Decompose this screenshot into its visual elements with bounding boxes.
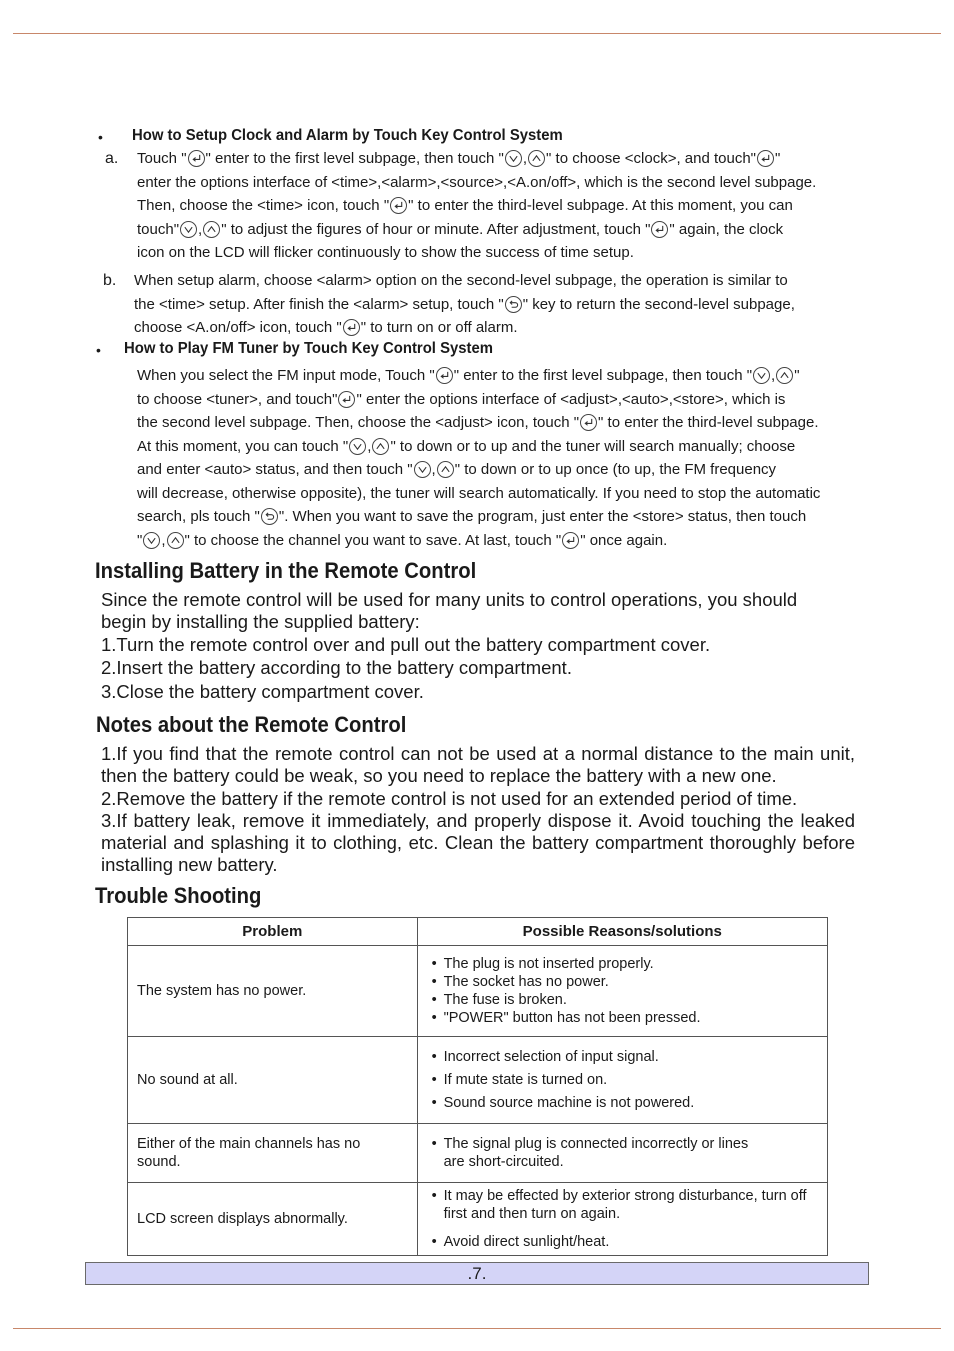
- text-line: the second level subpage. Then, choose the <adjust> icon, touch " " to enter the third-level subpage.: [137, 414, 819, 431]
- text-line: Then, choose the <time> icon, touch " " to enter the third-level subpage. At this moment, you can: [137, 197, 793, 214]
- text-line: will decrease, otherwise opposite), the tuner will search automatically. If you need to stop the automatic: [137, 484, 821, 502]
- footer-rule: [13, 1328, 941, 1329]
- problem-cell: The system has no power.: [128, 946, 418, 1037]
- page-number: .7.: [467, 1264, 487, 1283]
- battery-intro-line-2: begin by installing the supplied battery:: [101, 611, 420, 633]
- battery-intro-line-1: Since the remote control will be used for many units to control operations, you should: [101, 589, 798, 610]
- text-line: search, pls touch " ". When you want to save the program, just enter the <store> status, then touch: [137, 508, 807, 525]
- enter-key-icon: [562, 532, 579, 549]
- enter-key-icon: [390, 197, 407, 214]
- solution-item: • The plug is not inserted properly.: [432, 955, 827, 973]
- up-arrow-icon: [776, 367, 793, 384]
- solution-item: • It may be effected by exterior strong disturbance, turn off first and then turn on again.: [432, 1187, 807, 1223]
- enter-key-icon: [580, 414, 597, 431]
- note-item-2: 2.Remove the battery if the remote control is not used for an extended period of time.: [101, 787, 798, 809]
- table-row: [128, 1183, 828, 1256]
- battery-step-2: 2.Insert the battery according to the battery compartment.: [101, 656, 572, 678]
- text-line: When setup alarm, choose <alarm> option on the second-level subpage, the operation is similar to: [134, 272, 788, 289]
- problem-cell: LCD screen displays abnormally.: [128, 1183, 418, 1256]
- step-b-marker: b.: [103, 272, 117, 289]
- note-item-1: 1.If you find that the remote control can not be used at a normal distance to the main unit, then the battery could be weak, so you need to replace the battery with a new one.: [101, 743, 855, 787]
- table-header-row: [128, 918, 828, 946]
- solution-item: • Incorrect selection of input signal.: [432, 1046, 827, 1069]
- up-arrow-icon: [167, 532, 184, 549]
- solution-item: • The fuse is broken.: [432, 991, 827, 1009]
- table-row: [128, 1037, 828, 1124]
- enter-key-icon: [651, 221, 668, 238]
- enter-key-icon: [343, 319, 360, 336]
- step-b-text: [134, 269, 864, 340]
- text-line: " , " to choose the channel you want to save. At last, touch " " once again.: [137, 531, 668, 549]
- up-arrow-icon: [203, 221, 220, 238]
- notes-heading: Notes about the Remote Control: [96, 712, 407, 737]
- down-arrow-icon: [349, 438, 366, 455]
- text-line: touch" , " to adjust the figures of hour or minute. After adjustment, touch " " again, the clock: [137, 220, 784, 238]
- battery-heading: Installing Battery in the Remote Control: [95, 558, 477, 583]
- down-arrow-icon: [414, 461, 431, 478]
- enter-key-icon: [757, 150, 774, 167]
- return-key-icon: [261, 508, 278, 525]
- step-a-marker: a.: [105, 150, 119, 167]
- solution-item: • Avoid direct sunlight/heat.: [432, 1233, 807, 1251]
- bullet: •: [96, 342, 101, 358]
- battery-step-1: 1.Turn the remote control over and pull out the battery compartment cover.: [101, 633, 711, 655]
- problem-column-header: Problem: [128, 918, 418, 946]
- solution-item: • If mute state is turned on.: [432, 1069, 827, 1092]
- down-arrow-icon: [180, 221, 197, 238]
- text-line: When you select the FM input mode, Touch " " enter to the first level subpage, then touch " , ": [137, 367, 800, 384]
- note-item-3: 3.If battery leak, remove it immediately, and properly dispose it. Avoid touching the leaked material and splashing it to clothing, etc. Clean the battery compartment thoroughly before installing new battery.: [101, 809, 855, 876]
- text-line: choose <A.on/off> icon, touch " " to turn on or off alarm.: [134, 319, 518, 336]
- page-number-bar: [85, 1262, 869, 1285]
- up-arrow-icon: [437, 461, 454, 478]
- fm-tuner-heading: How to Play FM Tuner by Touch Key Control System: [124, 340, 494, 357]
- problem-cell: No sound at all.: [128, 1037, 418, 1124]
- trouble-heading: Trouble Shooting: [95, 883, 262, 908]
- text-line: the <time> setup. After finish the <alarm> setup, touch " " key to return the second-level subpage,: [134, 295, 795, 313]
- solution-cell: [417, 1124, 827, 1183]
- notes-text: [101, 743, 855, 877]
- fm-tuner-text: [137, 364, 888, 552]
- enter-key-icon: [188, 150, 205, 167]
- text-line: enter the options interface of <time>,<alarm>,<source>,<A.on/off>, which is the second level subpage.: [137, 173, 817, 191]
- solution-item: • "POWER" button has not been pressed.: [432, 1009, 827, 1027]
- solution-item: • The socket has no power.: [432, 973, 827, 991]
- table-row: [128, 946, 828, 1037]
- text-line: to choose <tuner>, and touch" " enter the options interface of <adjust>,<auto>,<store>, which is: [137, 390, 786, 408]
- down-arrow-icon: [753, 367, 770, 384]
- return-key-icon: [505, 296, 522, 313]
- text-line: At this moment, you can touch " , " to down or to up and the tuner will search manually; choose: [137, 437, 796, 455]
- text-line: Touch " " enter to the first level subpage, then touch " , " to choose <clock>, and touch" ": [137, 150, 781, 167]
- clock-alarm-heading: How to Setup Clock and Alarm by Touch Key Control System: [132, 127, 563, 144]
- solution-column-header: Possible Reasons/solutions: [417, 918, 827, 946]
- bullet: •: [98, 129, 103, 145]
- problem-cell: Either of the main channels has no sound.: [128, 1124, 418, 1183]
- up-arrow-icon: [528, 150, 545, 167]
- up-arrow-icon: [372, 438, 389, 455]
- text-line: icon on the LCD will flicker continuously to show the success of time setup.: [137, 244, 634, 261]
- header-rule: [13, 33, 941, 34]
- battery-text: [101, 589, 861, 703]
- enter-key-icon: [338, 391, 355, 408]
- text-line: and enter <auto> status, and then touch " , " to down or to up once (to up, the FM frequency: [137, 461, 777, 478]
- enter-key-icon: [436, 367, 453, 384]
- solution-item: • Sound source machine is not powered.: [432, 1092, 827, 1115]
- solution-cell: [417, 1037, 827, 1124]
- table-row: [128, 1124, 828, 1183]
- solution-item: • The signal plug is connected incorrectly or lines are short-circuited.: [432, 1135, 767, 1171]
- step-a-text: [137, 147, 878, 265]
- solution-cell: [417, 1183, 827, 1256]
- down-arrow-icon: [143, 532, 160, 549]
- trouble-table: [127, 917, 828, 1256]
- battery-step-3: 3.Close the battery compartment cover.: [101, 681, 424, 703]
- solution-cell: [417, 946, 827, 1037]
- down-arrow-icon: [505, 150, 522, 167]
